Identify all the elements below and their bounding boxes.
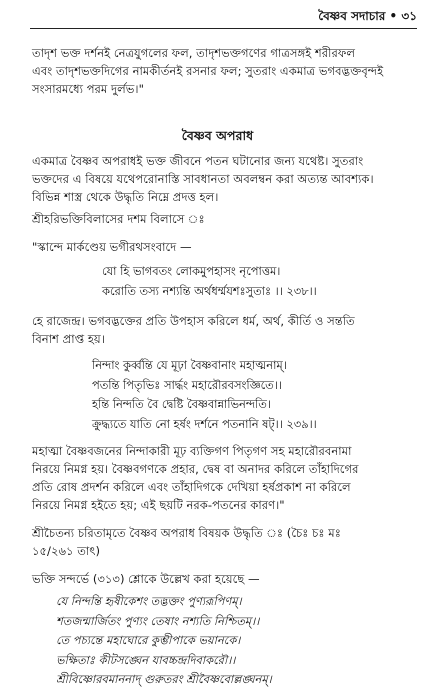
- verse-line: যে নিন্দন্তি হৃষীকেশং তদ্ভক্তং পুণ্যরূপিণম্।: [56, 594, 242, 608]
- cc-intro: [32, 524, 341, 560]
- page-number: ৩১: [401, 9, 417, 23]
- verse-line: তে পচ্যন্তে মহাঘোরে কুম্ভীপাকে ভয়ানকে।: [56, 633, 241, 647]
- text-line: একমাত্র বৈষ্ণব অপরাধই ভক্ত জীবনে পতন ঘটানোর জন্য যথেষ্ট। সুতরাং: [32, 154, 364, 168]
- text-line: শ্রীচৈতন্য চরিতামৃতে বৈষ্ণব অপরাধ বিষয়ক উদ্ধৃতি ঃ (চৈঃ চঃ মঃ: [32, 526, 341, 540]
- text-line: প্রতি রোষ প্রদর্শন করিলে এবং তাঁহাদিগকে দেখিয়া হর্ষপ্রকাশ না করিলে: [32, 480, 351, 494]
- text-line: ১৫/২৬১ তাৎ): [32, 544, 101, 558]
- intro-paragraph: [32, 44, 383, 98]
- verse-238-meaning: [32, 312, 355, 348]
- verse-line: ক্রুদ্ধ্যতে যাতি নো হর্ষং দর্শনে পতনানি ষট্।। ২৩৯।।: [92, 416, 317, 431]
- text-line: তাদৃশ ভক্ত দর্শনই নেত্রযুগলের ফল, তাদৃশভক্তগণের গাত্রসঙ্গই শরীরফল: [32, 46, 355, 60]
- section-title: বৈষ্ণব অপরাধ: [181, 128, 254, 143]
- text-line: নিরয়ে নিমগ্ন হইতে হয়; এই ছয়টি নরক-পতনের কারণ।": [32, 498, 285, 512]
- verse-line: করোতি তস্য নশ্যন্তি অর্থধর্ম্মযশঃসুতাঃ ।। ২৩৮।।: [102, 283, 317, 298]
- hbv-intro: শ্রীহরিভক্তিবিলাসের দশম বিলাসে ঃ: [32, 212, 205, 226]
- text-line: সংসারমধ্যে পরম দুর্লভ।": [32, 82, 144, 96]
- verse-238: [102, 262, 317, 301]
- text-line: হে রাজেন্দ্র। ভগবদ্ভক্তের প্রতি উপহাস করিলে ধর্ম, অর্থ, কীর্তি ও সন্ততি: [32, 314, 355, 328]
- verse-line: শ্রীবিষ্ণোরবমাননাদ্ গুরুতরং শ্রীবৈষ্ণবোল্লঙ্ঘনম্।: [56, 672, 272, 686]
- section-body: [32, 152, 374, 206]
- text-line: ভক্তদের এ বিষয়ে যথেপরোনাস্তি সাবধানতা অবলম্বন করা অত্যন্ত আবশ্যক।: [32, 172, 374, 186]
- text-line: নিরয়ে নিমগ্ন হয়। বৈষ্ণবগণকে প্রহার, দ্বেষ বা অনাদর করিলে তাঁহাদিগের: [32, 462, 359, 476]
- header-separator: •: [389, 9, 398, 23]
- text-line: বিভিন্ন শাস্ত্র থেকে উদ্ধৃতি নিম্নে প্রদত্ত হল।: [32, 190, 219, 204]
- verse-line: পতন্তি পিতৃভিঃ সার্দ্ধং মহারৌরবসংজ্ঞিতে।।: [92, 377, 282, 392]
- verse-line: হন্তি নিন্দতি বৈ দ্বেষ্টি বৈষ্ণবান্নাভিনন্দতি।: [92, 397, 271, 411]
- header-rule: [30, 28, 417, 29]
- text-line: এবং তাদৃশভক্তদিগের নামকীর্তনই রসনার ফল; সুতরাং একমাত্র ভগবদ্ভক্তবৃন্দই: [32, 64, 384, 78]
- text-line: মহাত্মা বৈষ্ণবজনের নিন্দাকারী মূঢ় ব্যক্তিগণ পিতৃগণ সহ মহারৌরবনামা: [32, 444, 352, 458]
- verse-line: নিন্দাং কুর্ব্বন্তি যে মূঢ়া বৈষ্ণবানাং মহাত্মনাম্।: [92, 358, 287, 372]
- verse-line: যো হি ভাগবতং লোকমুপহাসং নৃপোত্তম।: [102, 264, 281, 278]
- verse-313: [56, 592, 272, 690]
- verse-239-meaning: [32, 442, 358, 514]
- running-header: [318, 8, 417, 28]
- verse-line: ভক্ষিতাঃ কীটসঙ্ঘেন যাবচ্চন্দ্রদিবাকরৌ।।: [56, 652, 236, 667]
- verse-line: শতজন্মার্জিতং পুণ্যং তেষাং নশ্যতি নিশ্চিতম্।।: [56, 613, 260, 628]
- running-title: বৈষ্ণব সদাচার: [318, 9, 386, 23]
- verse-239: [92, 356, 317, 434]
- text-line: বিনাশ প্রাপ্ত হয়।: [32, 332, 105, 346]
- bs-intro: ভক্তি সন্দর্ভে (৩১৩) শ্লোকে উল্লেখ করা হয়েছে —: [32, 572, 260, 586]
- skanda-intro: "স্কান্দে মার্কণ্ডেয় ভগীরথসংবাদে —: [32, 240, 192, 254]
